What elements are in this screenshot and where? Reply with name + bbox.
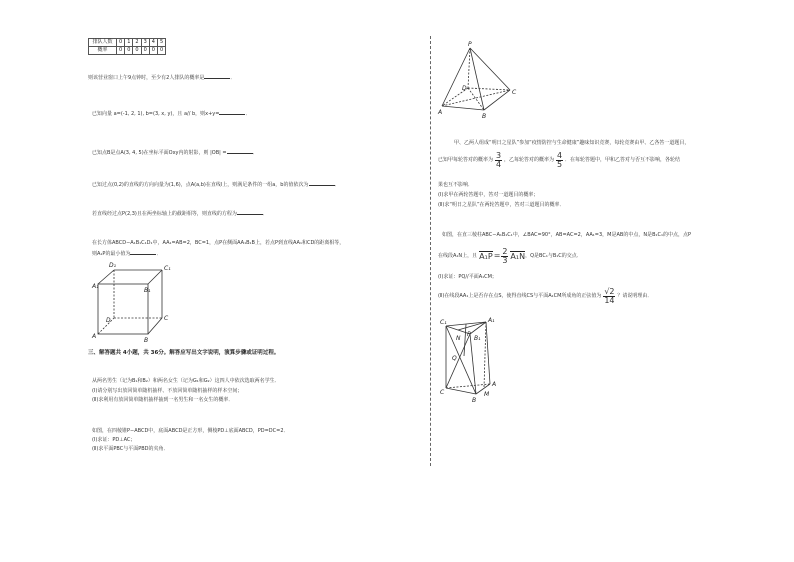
pyramid-label-b: B — [482, 113, 487, 120]
table-cell: 0 — [125, 47, 133, 55]
question-pyramid-3: (Ⅱ)求平面PBC与平面PBD的夹角． — [92, 446, 169, 452]
question-prism-2: 在线段A₁N上，且 A₁P = $\frac{2}{3}$ A₁N ，Q是BC₁与B₁C的交点． — [438, 247, 582, 265]
table-cell: 概率 — [89, 47, 117, 55]
question-jia-1: 甲、乙两人组成“明日之星队”参加“疫情防控与生命健康”趣味知识竞赛，每轮竞赛由甲、乙各答一道题目， — [454, 140, 690, 146]
fraction-two-thirds: $\frac{2}{3}$ — [502, 247, 508, 265]
question-intercept: 若直线经过点P(2,3)且在两坐标轴上的截距相等，则直线的方程为 ． — [92, 211, 268, 217]
question-vector: 已知向量 a=(-1, 2, 1), b=(3, x, y)，且 a// b，则x+y= ． — [92, 111, 251, 117]
fraction-sqrt2-over-14: $\frac{√2}{14}$ — [604, 287, 615, 305]
prism-label-p: P — [467, 331, 471, 338]
table-cell: 0 — [117, 47, 125, 55]
table-cell: 2 — [133, 39, 141, 47]
question-prism-3: (Ⅰ)求证：PQ//平面A₁CM； — [438, 274, 497, 280]
pyramid-figure — [438, 42, 528, 122]
question-jia-4: (Ⅰ)求甲在两轮答题中，答对一道题目的概率； — [438, 192, 539, 198]
pyramid-label-a: A — [438, 109, 443, 116]
fraction-three-quarters: $\frac{3}{4}$ — [495, 151, 502, 169]
cuboid-label-b1: B₁ — [144, 287, 151, 294]
prism-label-a: A — [492, 381, 497, 388]
table-cell: 3 — [141, 39, 149, 47]
section-heading: 三、解答题共 4小题，共 36分。解答应写出文字说明，演算步骤或证明过程。 — [88, 350, 280, 356]
question-jia-3: 果也互不影响． — [438, 182, 474, 188]
table-cell: 0 — [157, 47, 165, 55]
cuboid-label-d: D — [106, 317, 111, 324]
question-projection: 已知点B是点A(3, 4, 5)在坐标平面Oxy内的射影，则 |OB| = ． — [92, 150, 258, 156]
cuboid-label-a: A — [92, 333, 97, 340]
pyramid-label-d: D — [462, 85, 467, 92]
table-row — [89, 47, 166, 55]
cuboid-label-a1: A₁ — [92, 283, 99, 290]
prism-label-c: C — [440, 389, 445, 396]
prism-label-c1: C₁ — [440, 319, 447, 326]
table-cell: 0 — [133, 47, 141, 55]
question-pyramid-1: 如图，在四棱锥P−ABCD中，底面ABCD是正方形，侧棱PD⊥底面ABCD，PD=DC=2． — [92, 428, 289, 434]
question-prism-1: 如图，在直三棱柱ABC−A₁B₁C₁中，∠BAC=90°，AB=AC=2，AA₁=3，M是AB的中点，N是B₁C₁的中点，点P — [442, 232, 692, 238]
table-cell: 0 — [117, 39, 125, 47]
question-students-3: (Ⅱ)求利用有放回简单随机抽样抽到一名男生和一名女生的概率． — [92, 397, 234, 403]
question-prism-4: (Ⅱ)在线段AA₁上是否存在点S，使得直线CS与平面A₁CM所成角的正弦值为 $\frac{√2}{14}$ ？请说明理由． — [438, 287, 653, 305]
cuboid-label-c: C — [164, 315, 169, 322]
prism-label-a1: A₁ — [488, 317, 495, 324]
question-students-1: 从两名男生（记为B₁和B₂）和两名女生（记为G₁和G₂）这四人中依次选取两名学生． — [92, 378, 280, 384]
table-cell: 1 — [125, 39, 133, 47]
pyramid-label-c: C — [512, 89, 517, 96]
cuboid-figure — [92, 262, 172, 342]
prism-label-n: N — [456, 335, 461, 342]
question-jia-5: (Ⅱ)求“明日之星队”在两轮答题中，答对三道题目的概率． — [438, 202, 565, 208]
question-line: 已知过点(0,2)的直线的方向向量为(1,6)，点A(a,b)在直线l上，则满足条件的一组a，b的值依次为 ． — [92, 182, 340, 188]
pyramid-label-p: P — [468, 41, 472, 48]
table-cell: 5 — [157, 39, 165, 47]
table-cell: 0 — [149, 47, 157, 55]
table-cell: 排队人数 — [89, 39, 117, 47]
question-probability: 则该营业窗口上午9点钟时，至少有2人排队的概率是 ． — [88, 75, 236, 81]
cuboid-label-b: B — [144, 337, 149, 344]
table-cell: 4 — [149, 39, 157, 47]
prism-label-m: M — [484, 391, 490, 398]
column-divider — [430, 36, 431, 466]
question-jia-2: 已知甲每轮答对的概率为 $\frac{3}{4}$ ，乙每轮答对的概率为 $\frac{4}{5}$ ．在每轮答题中，甲和乙答对与否互不影响，各轮结 — [438, 151, 681, 169]
fraction-four-fifths: $\frac{4}{5}$ — [556, 151, 563, 169]
cuboid-label-c1: C₁ — [164, 265, 171, 272]
prism-figure — [440, 317, 520, 404]
question-cuboid-line1: 在长方体ABCD−A₁B₁C₁D₁中，AA₁=AB=2，BC=1，点P在侧面AA₁B₁B上，若点P到直线AA₁和CD的距离相等， — [92, 240, 345, 246]
prism-label-q: Q — [452, 355, 457, 362]
cuboid-label-d1: D₁ — [109, 262, 117, 269]
prism-label-b1: B₁ — [474, 335, 481, 342]
prism-label-b: B — [472, 397, 477, 404]
question-students-2: (Ⅰ)请分别写出放回简单随机抽样、不放回简单随机抽样的样本空间； — [92, 388, 243, 394]
table-row — [89, 39, 166, 47]
question-cuboid-line2: 则A₁P的最小值为 ． — [92, 251, 162, 257]
table-cell: 0 — [141, 47, 149, 55]
question-pyramid-2: (Ⅰ)求证：PD⊥AC； — [92, 437, 136, 443]
probability-table — [88, 38, 166, 55]
